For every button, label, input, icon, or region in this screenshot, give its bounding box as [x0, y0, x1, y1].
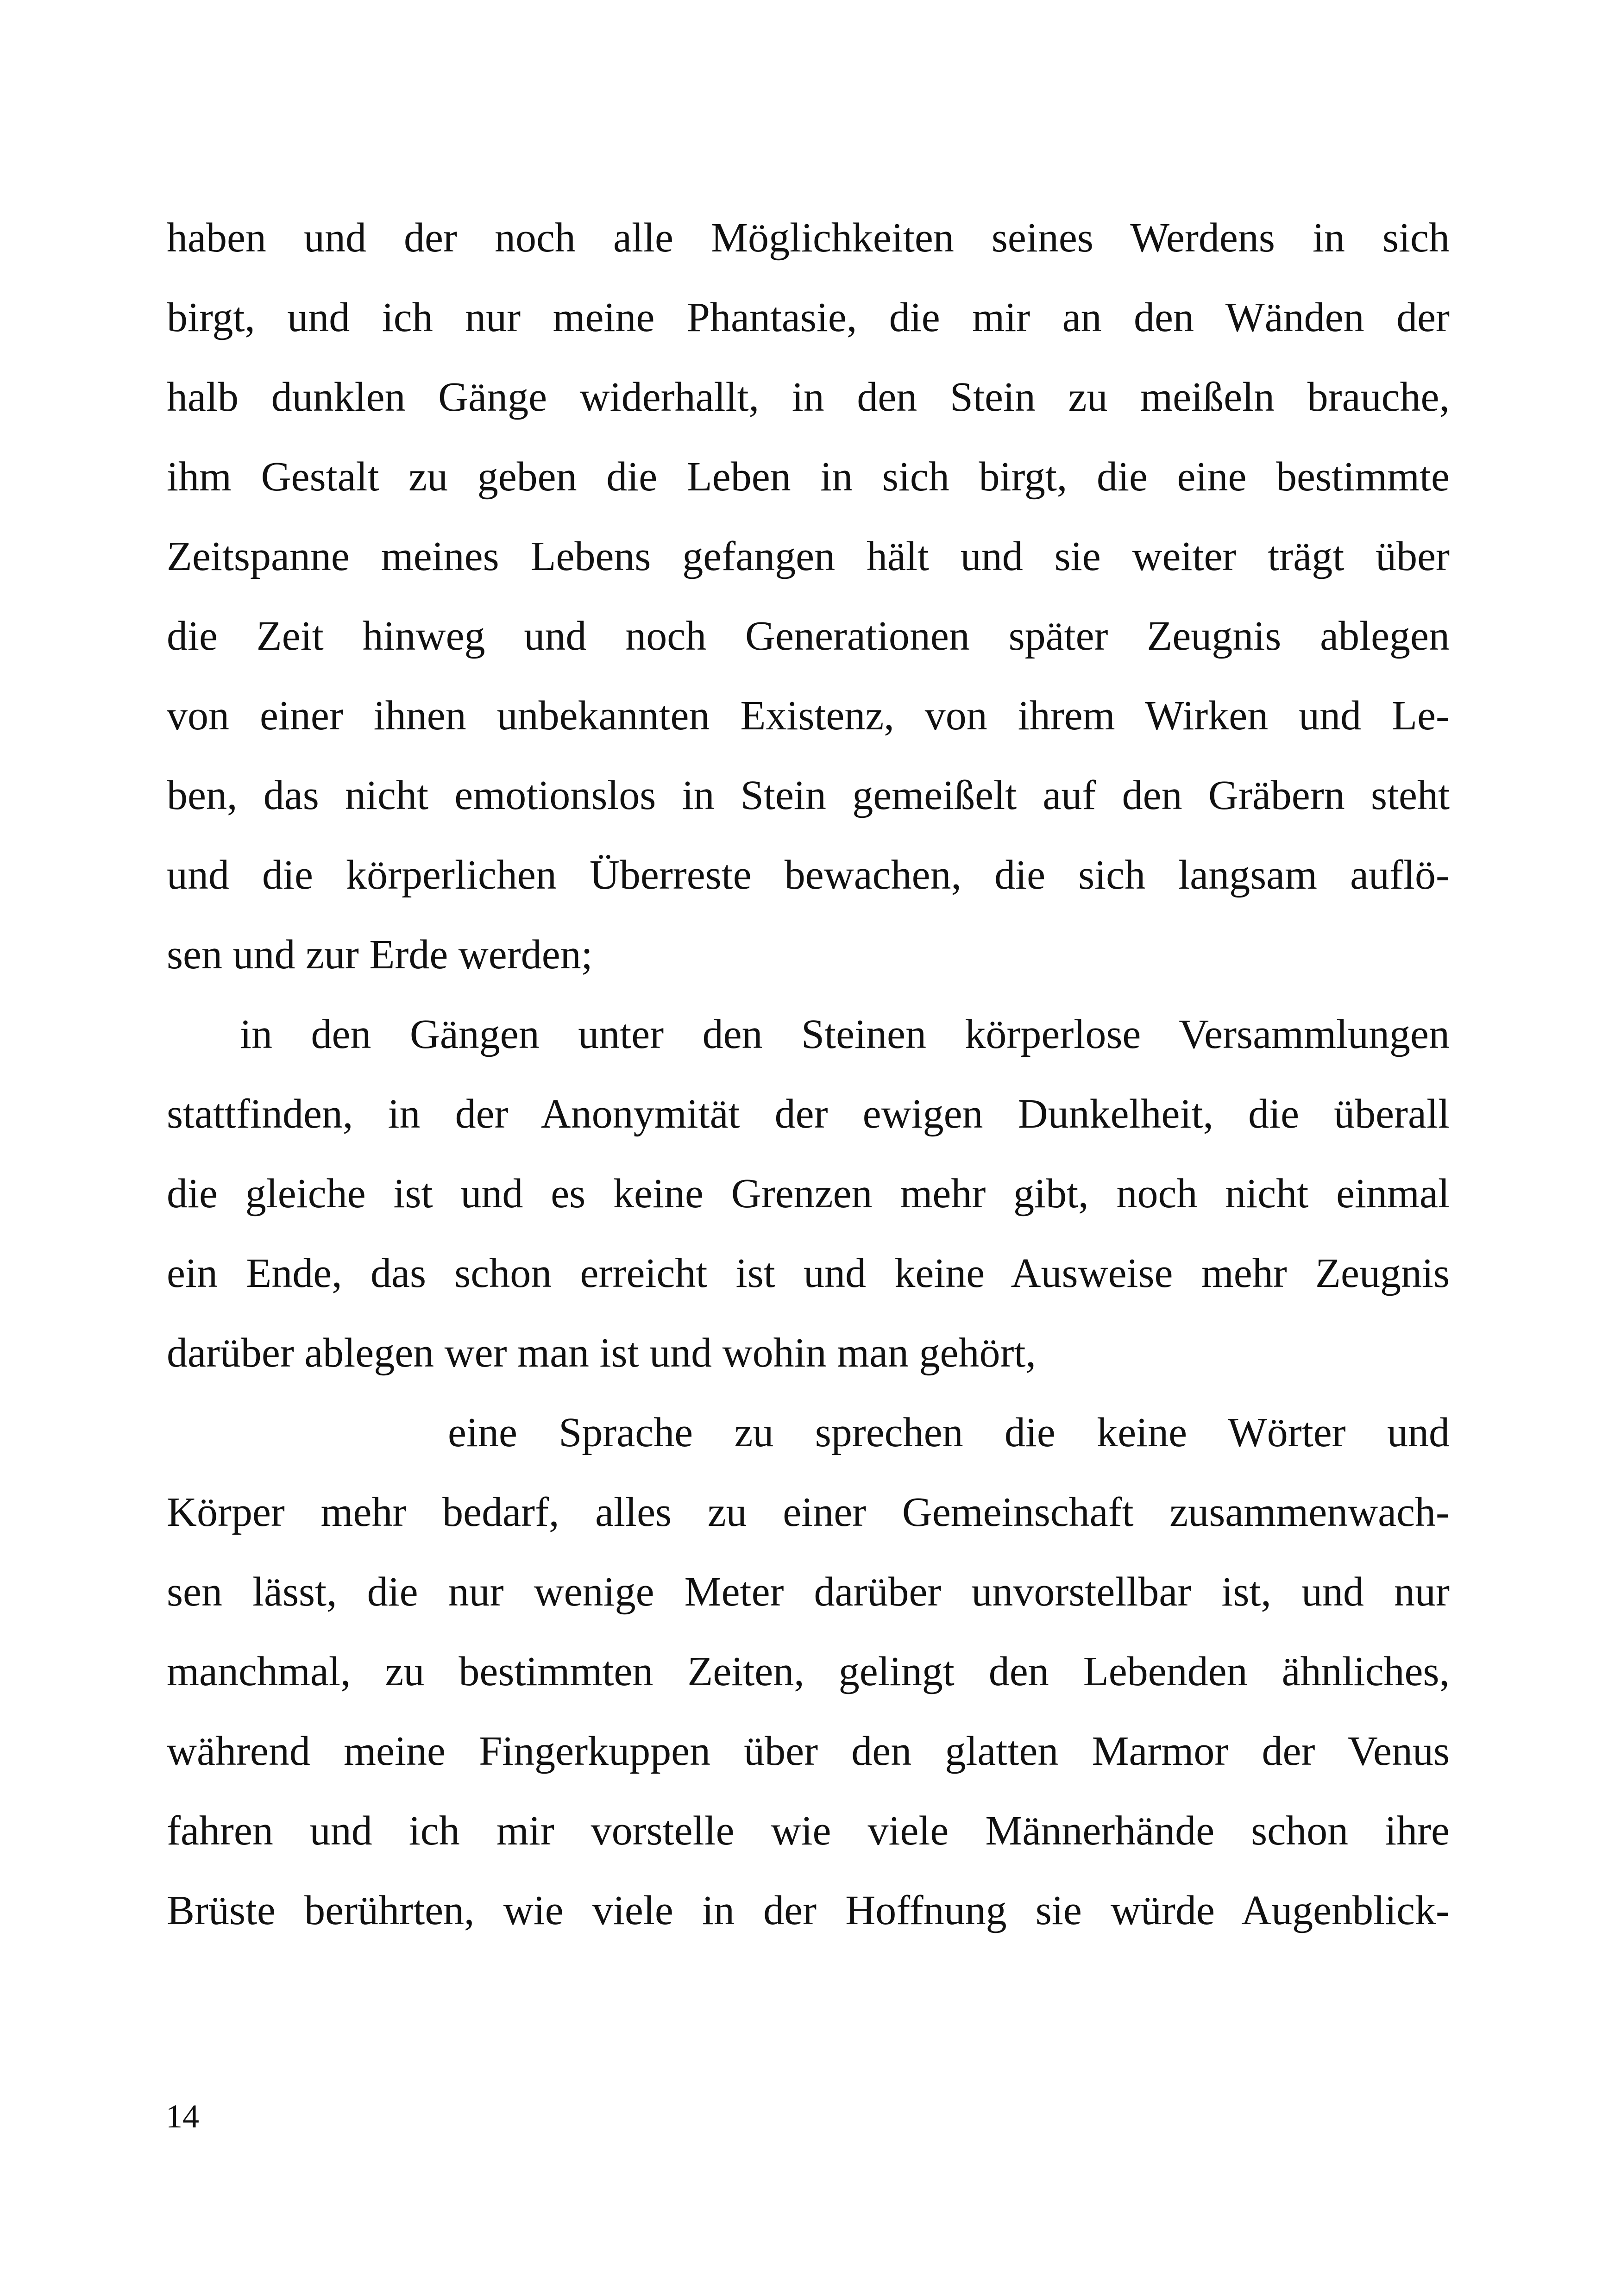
text-line: in den Gängen unter den Steinen körperlose Versammlungen — [240, 1011, 1450, 1057]
text-line: eine Sprache zu sprechen die keine Wörter und — [448, 1410, 1450, 1455]
text-line: während meine Fingerkuppen über den glatten Marmor der Venus — [167, 1728, 1450, 1774]
text-line: sen und zur Erde werden; — [167, 932, 593, 978]
text-line: haben und der noch alle Möglichkeiten seines Werdens in sich — [167, 215, 1450, 261]
text-line: sen lässt, die nur wenige Meter darüber unvorstellbar ist, und nur — [167, 1569, 1450, 1615]
text-line: stattfinden, in der Anonymität der ewigen Dunkelheit, die überall — [167, 1091, 1450, 1137]
text-line: ihm Gestalt zu geben die Leben in sich birgt, die eine bestimmte — [167, 454, 1450, 500]
text-line: birgt, und ich nur meine Phantasie, die mir an den Wänden der — [167, 295, 1450, 340]
text-line: manchmal, zu bestimmten Zeiten, gelingt den Lebenden ähnliches, — [167, 1649, 1450, 1694]
text-line: und die körperlichen Überreste bewachen, die sich langsam auflö- — [167, 852, 1450, 898]
text-line: Zeitspanne meines Lebens gefangen hält und sie weiter trägt über — [167, 533, 1450, 579]
text-line: von einer ihnen unbekannten Existenz, von ihrem Wirken und Le- — [167, 693, 1450, 739]
page-number: 14 — [166, 2098, 199, 2135]
text-line: ein Ende, das schon erreicht ist und keine Ausweise mehr Zeugnis — [167, 1250, 1450, 1296]
text-line: die Zeit hinweg und noch Generationen später Zeugnis ablegen — [167, 613, 1450, 659]
text-line: ben, das nicht emotionslos in Stein gemeißelt auf den Gräbern steht — [167, 772, 1450, 818]
text-line: Brüste berührten, wie viele in der Hoffnung sie würde Augenblick- — [167, 1888, 1450, 1933]
text-line: darüber ablegen wer man ist und wohin man gehört, — [167, 1330, 1036, 1376]
body-text — [167, 198, 1450, 1951]
text-line: halb dunklen Gänge widerhallt, in den Stein zu meißeln brauche, — [167, 374, 1450, 420]
text-line: die gleiche ist und es keine Grenzen mehr gibt, noch nicht einmal — [167, 1171, 1450, 1217]
text-line: Körper mehr bedarf, alles zu einer Gemeinschaft zusammenwach- — [167, 1489, 1450, 1535]
text-line: fahren und ich mir vorstelle wie viele Männerhände schon ihre — [167, 1808, 1450, 1854]
